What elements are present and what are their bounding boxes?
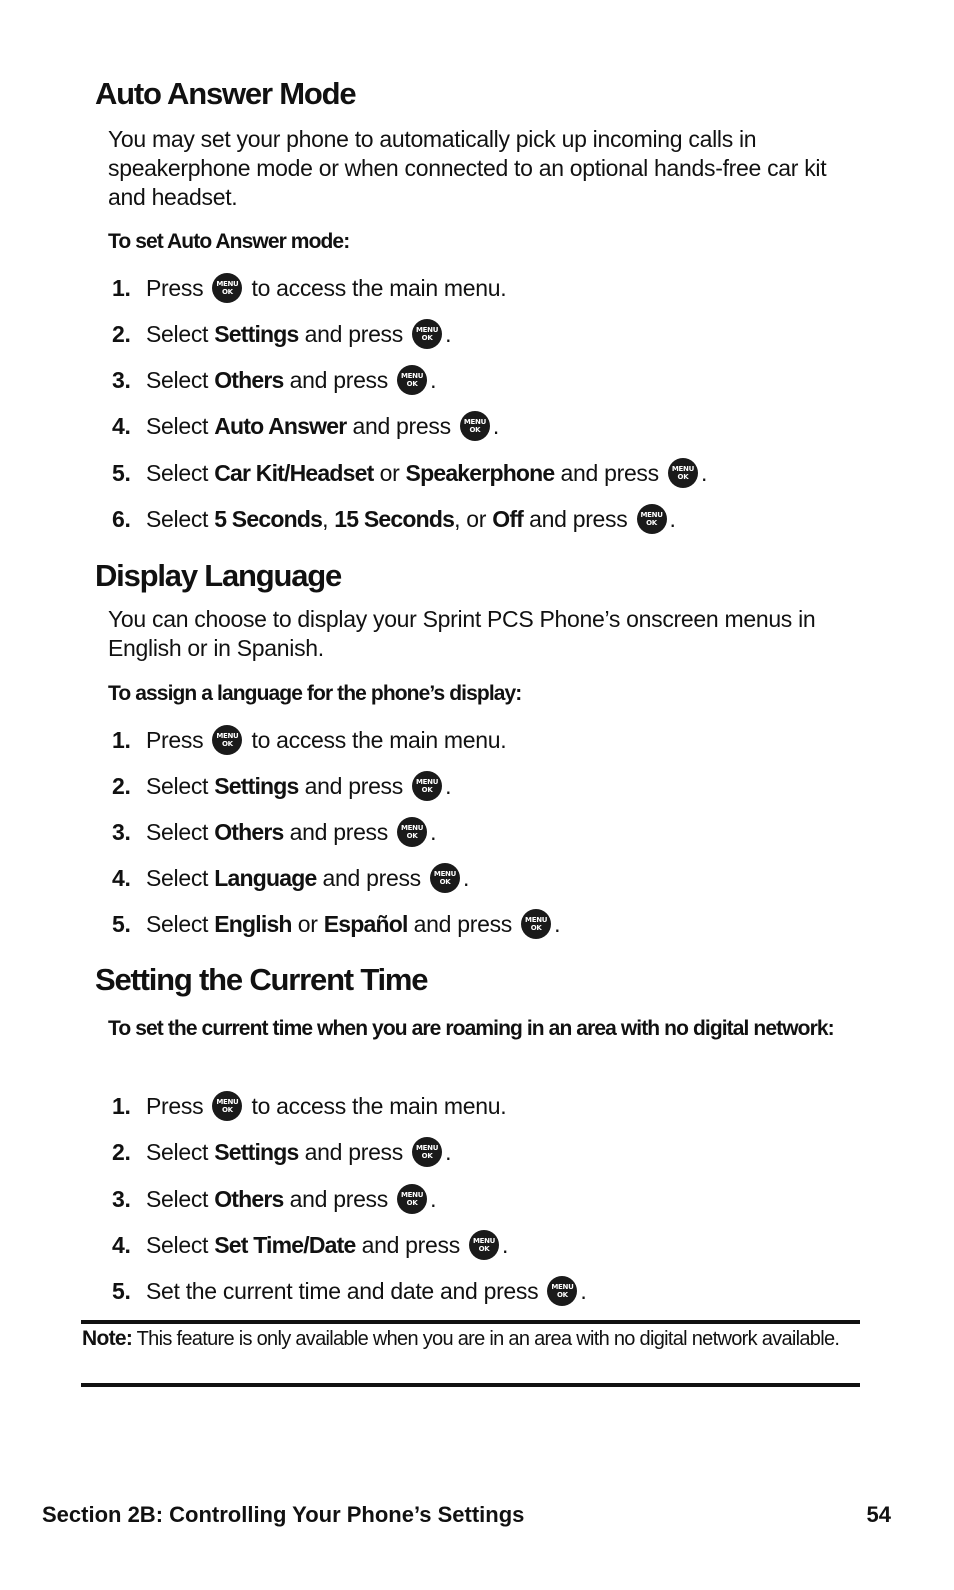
display-language-description: You can choose to display your Sprint PCS Phone’s onscreen menus in English or in Spanish. <box>108 606 816 661</box>
step-item <box>112 502 676 536</box>
step-text-fragment: Select <box>146 1231 215 1258</box>
menu-option-name: Set Time/Date <box>214 1231 356 1258</box>
menu-ok-key-icon <box>212 273 242 303</box>
menu-ok-key-top-label: MENU <box>472 1237 496 1245</box>
step-text-fragment: Select <box>146 366 215 393</box>
menu-ok-key-top-label: MENU <box>525 916 548 924</box>
menu-ok-key-bottom-label: OK <box>421 1152 433 1160</box>
menu-ok-key-icon <box>469 1230 499 1260</box>
step-item <box>112 1135 451 1169</box>
step-text-fragment: . <box>445 772 452 799</box>
menu-ok-key-bottom-label: OK <box>677 473 689 481</box>
step-number: 2. <box>112 1138 131 1165</box>
menu-ok-key-top-label: MENU <box>401 372 424 380</box>
menu-ok-key-bottom-label: OK <box>222 740 233 748</box>
menu-ok-key-icon <box>212 725 242 755</box>
step-text-fragment: and press <box>298 1138 410 1165</box>
step-text <box>146 458 707 488</box>
step-text-fragment: Select <box>146 412 215 439</box>
step-text-fragment: Select <box>146 1185 215 1212</box>
step-item <box>112 815 436 849</box>
step-item <box>112 907 560 941</box>
menu-option-name: 15 Seconds <box>334 505 455 532</box>
step-text-fragment: or <box>373 459 406 486</box>
step-number: 4. <box>112 864 131 891</box>
note-text <box>82 1326 842 1352</box>
note-top-rule <box>81 1320 860 1324</box>
step-text <box>146 909 560 939</box>
step-number: 4. <box>112 412 131 439</box>
menu-option-name: Settings <box>214 772 299 799</box>
step-number: 6. <box>112 505 131 532</box>
menu-option-name: Others <box>214 1185 284 1212</box>
menu-option-name: Car Kit/Headset <box>214 459 374 486</box>
current-time-procedure-title: To set the current time when you are roaming in an area with no digital network: <box>108 1017 834 1040</box>
step-text <box>146 504 676 534</box>
note-bottom-rule <box>81 1383 860 1387</box>
menu-ok-key-bottom-label: OK <box>406 1199 418 1207</box>
menu-ok-key-top-label: MENU <box>416 778 439 786</box>
step-text-fragment: . <box>462 864 470 891</box>
step-text <box>146 365 436 395</box>
menu-ok-key-top-label: MENU <box>216 280 239 288</box>
step-text-fragment: and press <box>316 864 427 891</box>
menu-ok-key-bottom-label: OK <box>421 334 433 342</box>
menu-ok-key-icon <box>430 863 460 893</box>
menu-ok-key-icon <box>460 411 490 441</box>
step-text-fragment: Select <box>146 459 215 486</box>
step-text-fragment: Select <box>146 1138 215 1165</box>
menu-option-name: Others <box>214 818 284 845</box>
step-text-fragment: Select <box>146 910 215 937</box>
step-number: 2. <box>112 320 131 347</box>
menu-option-name: Español <box>323 910 408 937</box>
menu-ok-key-icon <box>637 504 667 534</box>
step-text-fragment: . <box>580 1277 587 1304</box>
step-text-fragment: and press <box>523 505 634 532</box>
step-number: 1. <box>112 274 131 301</box>
menu-option-name: Settings <box>214 1138 299 1165</box>
menu-ok-key-bottom-label: OK <box>439 878 451 886</box>
menu-ok-key-top-label: MENU <box>401 824 424 832</box>
step-text-fragment: and press <box>283 366 395 393</box>
step-text-fragment: Select <box>146 864 215 891</box>
menu-ok-key-icon <box>397 1184 427 1214</box>
menu-ok-key-bottom-label: OK <box>222 1106 233 1114</box>
menu-ok-key-icon <box>212 1091 242 1121</box>
step-item <box>112 769 451 803</box>
menu-ok-key-bottom-label: OK <box>478 1245 490 1253</box>
step-text <box>146 863 469 893</box>
step-text <box>146 273 506 303</box>
menu-ok-key-icon <box>668 458 698 488</box>
step-text-fragment: and press <box>407 910 519 937</box>
step-text-fragment: Select <box>146 772 215 799</box>
step-text-fragment: Select <box>146 320 215 347</box>
step-item <box>112 1182 436 1216</box>
step-item <box>112 456 707 490</box>
step-text-fragment: . <box>700 459 708 486</box>
footer-section-title: Section 2B: Controlling Your Phone’s Settings <box>42 1502 525 1527</box>
step-text-fragment: to access the main menu. <box>245 726 507 753</box>
menu-ok-key-bottom-label: OK <box>222 288 233 296</box>
menu-ok-key-icon <box>397 365 427 395</box>
menu-option-name: Language <box>214 864 317 891</box>
step-text <box>146 1276 587 1306</box>
menu-ok-key-top-label: MENU <box>401 1191 424 1199</box>
heading-auto-answer-mode: Auto Answer Mode <box>95 76 356 111</box>
menu-option-name: Off <box>492 505 524 532</box>
step-text-fragment: Set the current time and date and press <box>146 1277 545 1304</box>
step-number: 1. <box>112 726 131 753</box>
step-text <box>146 1091 506 1121</box>
step-item <box>112 861 469 895</box>
menu-ok-key-top-label: MENU <box>216 732 239 740</box>
step-text-fragment: . <box>430 818 437 845</box>
menu-ok-key-bottom-label: OK <box>469 426 481 434</box>
menu-ok-key-top-label: MENU <box>671 465 694 473</box>
menu-ok-key-top-label: MENU <box>216 1098 239 1106</box>
step-text-fragment: . <box>430 366 437 393</box>
step-text-fragment: or <box>291 910 324 937</box>
step-number: 5. <box>112 1277 131 1304</box>
step-text-fragment: and press <box>283 1185 395 1212</box>
menu-ok-key-icon <box>412 1137 442 1167</box>
note-label: Note: <box>82 1327 133 1350</box>
display-language-procedure-title: To assign a language for the phone’s display: <box>108 682 522 705</box>
step-text-fragment: to access the main menu. <box>245 274 507 301</box>
step-text <box>146 319 451 349</box>
step-item <box>112 271 506 305</box>
step-text-fragment: Select <box>146 818 215 845</box>
step-text-fragment: and press <box>283 818 395 845</box>
note-body: This feature is only available when you are in an area with no digital network available. <box>132 1328 840 1350</box>
step-text-fragment: . <box>492 412 499 439</box>
step-item <box>112 363 436 397</box>
step-text-fragment: . <box>445 1138 452 1165</box>
step-text-fragment: to access the main menu. <box>245 1092 507 1119</box>
menu-ok-key-top-label: MENU <box>463 418 486 426</box>
step-text-fragment: . <box>445 320 452 347</box>
step-number: 3. <box>112 366 131 393</box>
menu-ok-key-icon <box>521 909 551 939</box>
step-text <box>146 411 499 441</box>
menu-option-name: English <box>214 910 292 937</box>
step-text-fragment: Press <box>146 274 210 301</box>
step-text-fragment: . <box>502 1231 509 1258</box>
menu-option-name: Auto Answer <box>214 412 347 439</box>
menu-ok-key-icon <box>397 817 427 847</box>
step-text <box>146 1137 451 1167</box>
step-number: 3. <box>112 1185 131 1212</box>
step-item <box>112 409 499 443</box>
menu-option-name: Settings <box>214 320 299 347</box>
step-text-fragment: . <box>554 910 561 937</box>
menu-ok-key-top-label: MENU <box>551 1283 574 1291</box>
step-text-fragment: Select <box>146 505 215 532</box>
step-text-fragment: . <box>669 505 676 532</box>
step-item <box>112 1089 506 1123</box>
menu-ok-key-bottom-label: OK <box>406 380 418 388</box>
step-text <box>146 1230 508 1260</box>
step-text <box>146 817 436 847</box>
menu-ok-key-top-label: MENU <box>416 1144 439 1152</box>
menu-ok-key-top-label: MENU <box>416 326 439 334</box>
step-number: 3. <box>112 818 131 845</box>
step-text-fragment: , or <box>454 505 493 532</box>
step-text <box>146 771 451 801</box>
step-text-fragment: and press <box>355 1231 467 1258</box>
menu-ok-key-icon <box>412 771 442 801</box>
menu-option-name: Others <box>214 366 284 393</box>
menu-ok-key-top-label: MENU <box>640 511 663 519</box>
menu-ok-key-icon <box>412 319 442 349</box>
menu-ok-key-bottom-label: OK <box>646 519 657 527</box>
menu-option-name: Speakerphone <box>405 459 555 486</box>
step-number: 4. <box>112 1231 131 1258</box>
step-number: 1. <box>112 1092 131 1119</box>
step-text-fragment: , <box>322 505 335 532</box>
step-text <box>146 1184 436 1214</box>
menu-ok-key-bottom-label: OK <box>406 832 418 840</box>
footer-page-number: 54 <box>866 1502 891 1527</box>
menu-ok-key-top-label: MENU <box>433 870 456 878</box>
step-item <box>112 317 451 351</box>
step-item <box>112 723 506 757</box>
step-text <box>146 725 506 755</box>
step-number: 5. <box>112 459 131 486</box>
step-item <box>112 1228 508 1262</box>
menu-ok-key-bottom-label: OK <box>557 1291 568 1299</box>
heading-setting-current-time: Setting the Current Time <box>95 962 428 997</box>
step-number: 5. <box>112 910 131 937</box>
auto-answer-procedure-title: To set Auto Answer mode: <box>108 230 350 253</box>
step-text-fragment: and press <box>554 459 665 486</box>
step-text-fragment: and press <box>298 320 410 347</box>
step-text-fragment: and press <box>298 772 410 799</box>
step-item <box>112 1274 587 1308</box>
step-number: 2. <box>112 772 131 799</box>
step-text-fragment: and press <box>346 412 457 439</box>
step-text-fragment: Press <box>146 726 210 753</box>
menu-ok-key-icon <box>547 1276 577 1306</box>
menu-option-name: 5 Seconds <box>214 505 323 532</box>
step-text-fragment: . <box>430 1185 437 1212</box>
auto-answer-description: You may set your phone to automatically pick up incoming calls in speakerphone mode or when connected to an optional hands-free car kit and headset. <box>108 126 827 210</box>
step-text-fragment: Press <box>146 1092 210 1119</box>
heading-display-language: Display Language <box>95 558 342 593</box>
menu-ok-key-bottom-label: OK <box>421 786 433 794</box>
menu-ok-key-bottom-label: OK <box>530 924 542 932</box>
